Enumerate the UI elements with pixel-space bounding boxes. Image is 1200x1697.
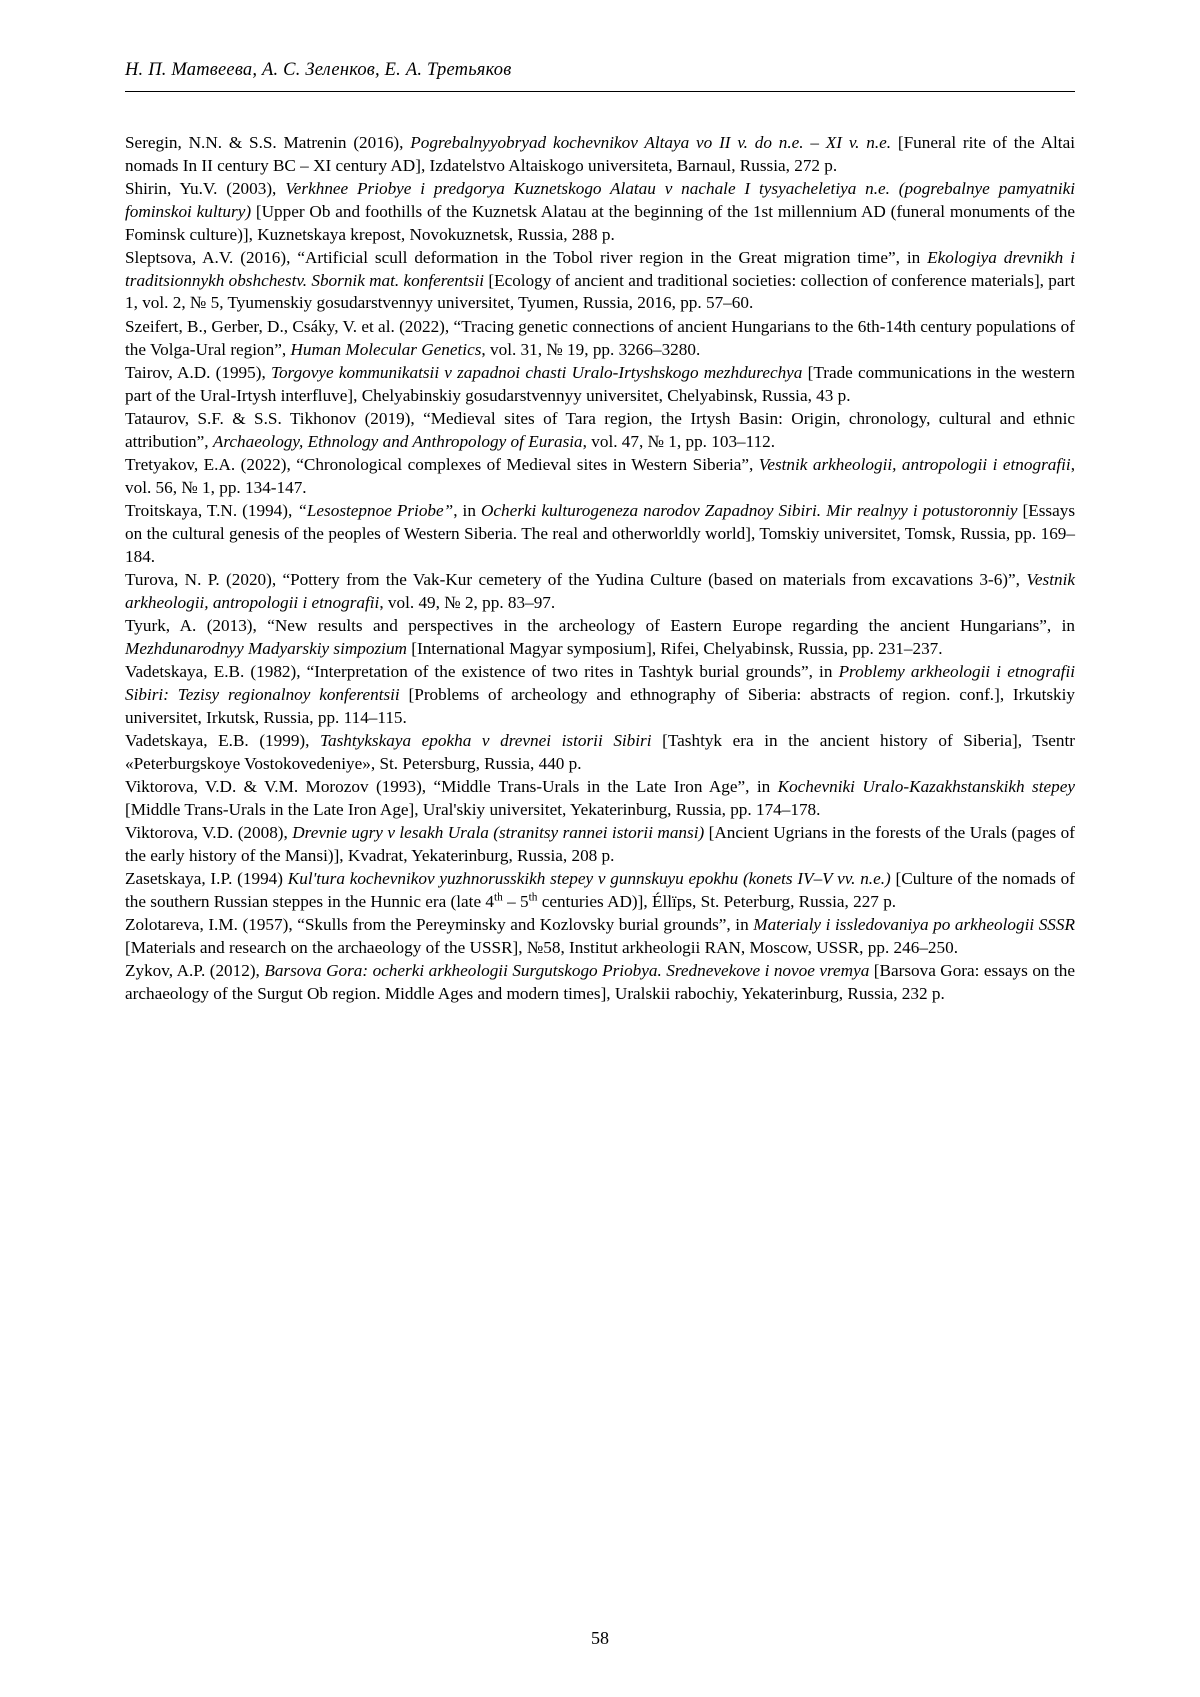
reference-text-run: Zasetskaya, I.P. (1994) (125, 869, 288, 888)
reference-text-run: Torgovye kommunikatsii v zapadnoi chasti Uralo-Irtyshskogo mezhdurechya (270, 362, 803, 382)
reference-text-run: Tyurk, A. (2013), “New results and perspectives in the archeology of Eastern Europe regarding the ancient Hungarians”, in (125, 615, 1075, 635)
reference-text-run: Vestnik arkheologii, antropologii i etnografii (125, 569, 1075, 612)
reference-text-run: [Funeral rite of the Altai nomads In II century BC – XI century AD], Izdatelstvo Altaiskogo universiteta, Barnaul, Russia, 272 p. (125, 133, 1075, 175)
reference-entry (125, 316, 1075, 362)
reference-entry (125, 661, 1075, 729)
reference-text-run: [Middle Trans-Urals in the Late Iron Age], Ural'skiy universitet, Yekaterinburg, Russia, pp. 174–178. (125, 799, 821, 819)
reference-text-run: Tairov, A.D. (1995), (125, 362, 271, 382)
reference-text-run: Drevnie ugry v lesakh Urala (stranitsy rannei istorii mansi) (292, 822, 705, 842)
reference-entry (125, 132, 1075, 178)
reference-text-run: Vestnik arkheologii, antropologii i etnografii (758, 454, 1071, 474)
reference-text-run: , vol. 49, № 2, pp. 83–97. (379, 592, 556, 612)
reference-entry (125, 730, 1075, 776)
reference-text-run: Ocherki kulturogeneza narodov Zapadnoy Sibiri. Mir realnyy i potustoronniy (480, 501, 1018, 520)
reference-text-run: Verkhnee Priobye i predgorya Kuznetskogo Alatau v nachale I tysyacheletiya n.e. (pogrebalnye pamyatniki fominskoi kultury) (125, 179, 1076, 221)
reference-text-run: Turova, N. P. (2020), “Pottery from the Vak-Kur cemetery of the Yudina Culture (based on materials from excavations 3-6)”, (125, 569, 1027, 589)
reference-text-run: Zykov, A.P. (2012), (125, 961, 265, 981)
reference-text-run: Barsova Gora: ocherki arkheologii Surgutskogo Priobya. Srednevekove i novoe vremya (264, 961, 870, 981)
reference-entry (125, 362, 1075, 408)
reference-text-run: Sleptsova, A.V. (2016), “Artificial scull deformation in the Tobol river region in the Great migration time”, in (125, 247, 928, 267)
reference-entry (125, 868, 1075, 914)
reference-text-run: – 5 (502, 891, 529, 911)
reference-text-run: [Materials and research on the archaeology of the USSR], №58, Institut arkheologii RAN, Moscow, USSR, pp. 246–250. (125, 937, 958, 957)
reference-text-run: th (528, 891, 538, 904)
reference-text-run: Vadetskaya, E.B. (1982), “Interpretation of the existence of two rites in Tashtyk burial grounds”, in (125, 661, 839, 681)
page-number: 58 (591, 1628, 609, 1648)
reference-text-run: Seregin, N.N. & S.S. Matrenin (2016), (125, 133, 411, 152)
reference-text-run: Ekologiya drevnikh i traditsionnykh obshchestv. Sbornik mat. konferentsii (125, 247, 1075, 290)
reference-text-run: , vol. 31, № 19, pp. 3266–3280. (481, 339, 701, 359)
reference-text-run: Tashtykskaya epokha v drevnei istorii Sibiri (320, 730, 652, 750)
reference-text-run: [Problems of archeology and ethnography of Siberia: abstracts of region. conf.], Irkutskiy universitet, Irkutsk, Russia, pp. 114–115. (125, 684, 1075, 727)
reference-text-run: [Ecology of ancient and traditional societies: collection of conference materials], part 1, vol. 2, № 5, Tyumenskiy gosudarstvennyy universitet, Tyumen, Russia, 2016, pp. 57–60. (125, 270, 1075, 313)
reference-entry (125, 776, 1075, 822)
reference-entry (125, 822, 1075, 868)
reference-text-run: Troitskaya, T.N. (1994), (125, 501, 298, 520)
reference-text-run: [Trade communications in the western part of the Ural-Irtysh interfluve], Chelyabinskiy gosudarstvennyy universitet, Chelyabinsk, Russia, 43 p. (125, 362, 1075, 405)
reference-text-run: [Tashtyk era in the ancient history of Siberia], Tsentr «Peterburgskoye Vostokovedeniye», St. Petersburg, Russia, 440 p. (125, 730, 1075, 773)
reference-entry (125, 408, 1075, 454)
reference-text-run: “Lesostepnoe Priobe” (297, 501, 454, 520)
reference-entry (125, 500, 1075, 568)
reference-text-run: Shirin, Yu.V. (2003), (125, 179, 286, 199)
reference-text-run: Vadetskaya, E.B. (1999), (125, 730, 321, 750)
reference-entry (125, 914, 1075, 960)
reference-text-run: Pogrebalnyyobryad kochevnikov Altaya vo II v. do n.e. – XI v. n.e. (410, 133, 892, 152)
reference-text-run: Szeifert, B., Gerber, D., Csáky, V. et al. (2022), “Tracing genetic connections of ancient Hungarians to the 6th-14th century populations of the Volga-Ural region”, (125, 316, 1075, 359)
reference-text-run: Kul'tura kochevnikov yuzhnorusskikh stepey v gunnskuyu epokhu (konets IV–V vv. n.e.) (287, 869, 891, 888)
running-head: Н. П. Матвеева, А. С. Зеленков, Е. А. Третьяков (125, 60, 1075, 92)
reference-text-run: , vol. 47, № 1, pp. 103–112. (582, 431, 776, 451)
reference-text-run: Archaeology, Ethnology and Anthropology of Eurasia (212, 431, 583, 451)
reference-text-run: Tataurov, S.F. & S.S. Tikhonov (2019), “Medieval sites of Tara region, the Irtysh Basin: Origin, chronology, cultural and ethnic attribution”, (125, 408, 1075, 451)
reference-text-run: Mezhdunarodnyy Madyarskiy simpozium (125, 638, 407, 658)
reference-list (125, 132, 1075, 1006)
reference-entry (125, 178, 1075, 246)
reference-text-run: , vol. 56, № 1, pp. 134-147. (125, 454, 1075, 497)
reference-text-run: [Culture of the nomads of the southern Russian steppes in the Hunnic era (late 4 (125, 869, 1075, 911)
reference-text-run: Tretyakov, E.A. (2022), “Chronological complexes of Medieval sites in Western Siberia”, (125, 454, 759, 474)
reference-text-run: centuries AD)], Éllïps, St. Peterburg, Russia, 227 p. (537, 891, 897, 911)
reference-text-run: [Barsova Gora: essays on the archaeology of the Surgut Ob region. Middle Ages and modern times], Uralskii rabochiy, Yekaterinburg, Russia, 232 p. (125, 961, 1075, 1003)
reference-entry (125, 569, 1075, 615)
reference-text-run: Materialy i issledovaniya po arkheologii SSSR (753, 915, 1075, 935)
reference-text-run: Problemy arkheologii i etnografii Sibiri: Tezisy regionalnoy konferentsii (125, 661, 1075, 704)
reference-text-run: [Essays on the cultural genesis of the peoples of Western Siberia. The real and otherworldly world], Tomskiy universitet, Tomsk, Russia, pp. 169–184. (125, 501, 1076, 566)
reference-entry (125, 454, 1075, 500)
reference-text-run: Zolotareva, I.M. (1957), “Skulls from the Pereyminsky and Kozlovsky burial grounds”, in (125, 915, 754, 935)
reference-text-run: [Upper Ob and foothills of the Kuznetsk Alatau at the beginning of the 1st millennium AD (funeral monuments of the Fominsk culture)], Kuznetskaya krepost, Novokuznetsk, Russia, 288 p. (125, 201, 1075, 244)
reference-text-run: th (493, 891, 503, 904)
reference-entry (125, 615, 1075, 661)
reference-text-run: [Ancient Ugrians in the forests of the Urals (pages of the early history of the Mansi)], Kvadrat, Yekaterinburg, Russia, 208 p. (125, 822, 1075, 865)
reference-entry (125, 247, 1075, 315)
reference-text-run: Kochevniki Uralo-Kazakhstanskikh stepey (777, 776, 1075, 796)
reference-text-run: , in (453, 501, 481, 520)
reference-text-run: Viktorova, V.D. & V.M. Morozov (1993), “Middle Trans-Urals in the Late Iron Age”, in (125, 776, 778, 796)
reference-text-run: Viktorova, V.D. (2008), (125, 822, 293, 842)
reference-text-run: [International Magyar symposium], Rifei, Chelyabinsk, Russia, pp. 231–237. (406, 638, 943, 658)
reference-text-run: Human Molecular Genetics (290, 339, 482, 359)
reference-entry (125, 960, 1075, 1006)
